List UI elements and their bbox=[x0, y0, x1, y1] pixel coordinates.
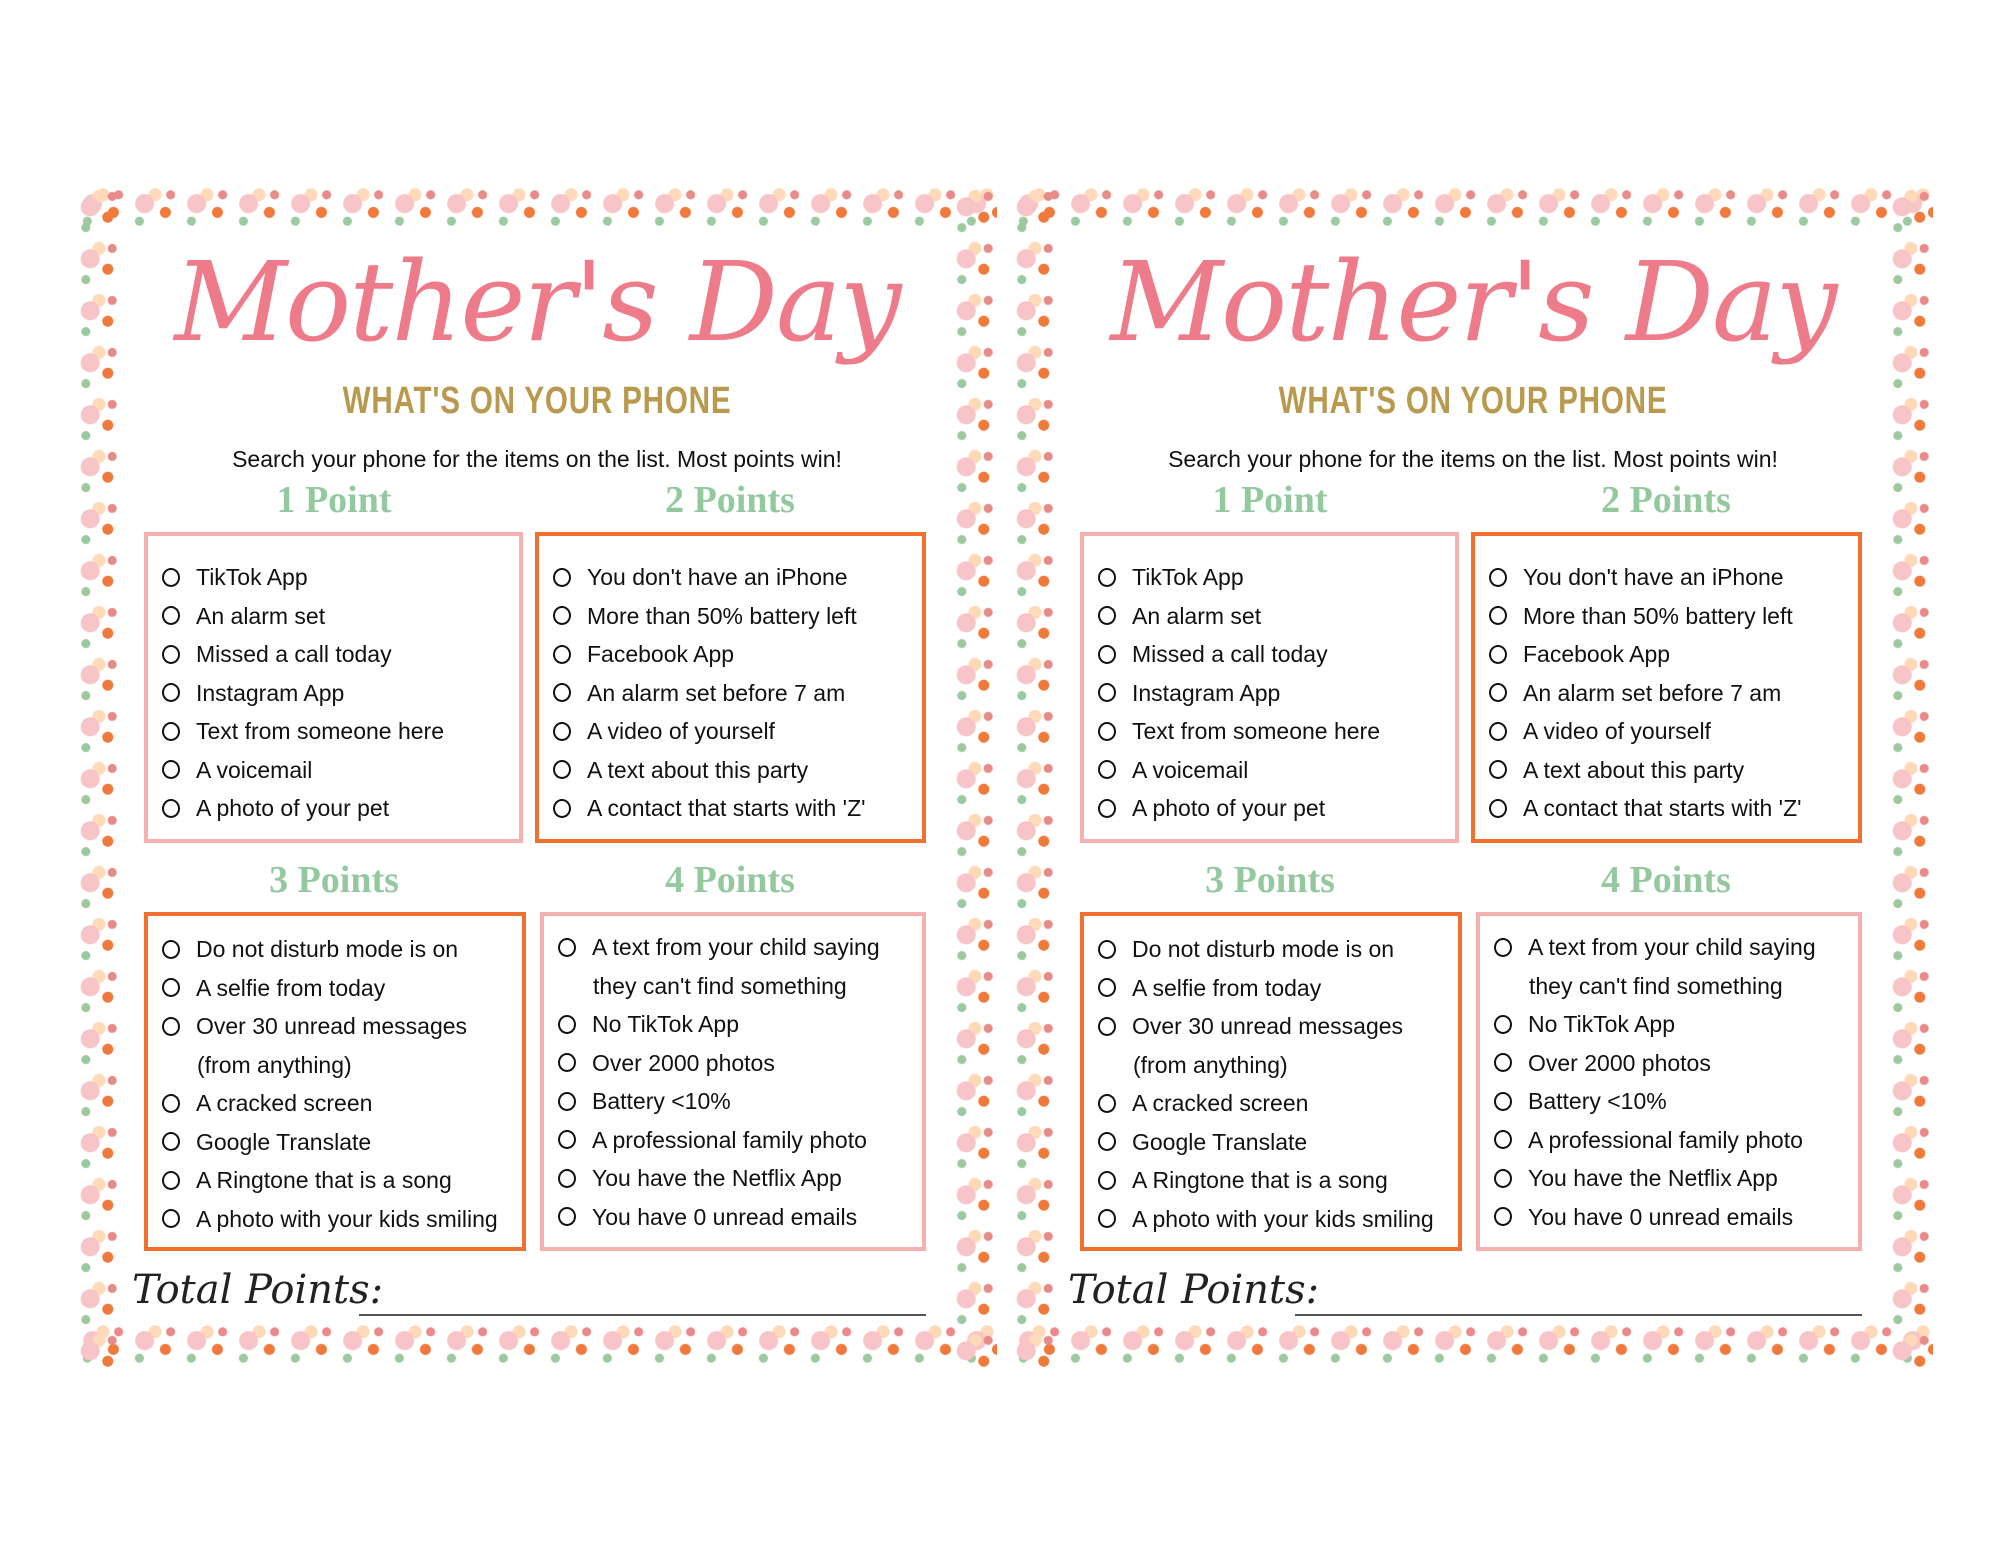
checklist bbox=[1098, 930, 1452, 1238]
floral-border-left bbox=[77, 186, 121, 1367]
checklist-item-label: A text about this party bbox=[1523, 756, 1745, 783]
checklist-item bbox=[1494, 1159, 1852, 1198]
checklist-item bbox=[1494, 1044, 1852, 1083]
checklist-item bbox=[162, 712, 513, 751]
checkbox-circle-icon[interactable] bbox=[1098, 568, 1116, 587]
checklist-item-label: Do not disturb mode is on bbox=[1132, 936, 1395, 962]
checklist-item-label: Over 30 unread messages bbox=[196, 1013, 468, 1039]
checkbox-circle-icon[interactable] bbox=[1098, 799, 1116, 818]
checkbox-circle-icon[interactable] bbox=[1098, 683, 1116, 702]
floral-border-right bbox=[953, 186, 997, 1367]
checklist-item bbox=[1494, 1005, 1852, 1044]
checklist-item bbox=[1098, 1046, 1452, 1085]
checklist-item bbox=[1489, 558, 1852, 597]
checklist-item-label: You have 0 unread emails bbox=[1528, 1203, 1794, 1230]
checkbox-circle-icon[interactable] bbox=[553, 568, 571, 587]
instructions: Search your phone for the items on the list. Most points win! bbox=[1168, 446, 1778, 472]
checklist bbox=[162, 930, 516, 1238]
checklist bbox=[1098, 558, 1449, 828]
checklist-item-label: You don't have an iPhone bbox=[587, 564, 848, 590]
checkbox-circle-icon[interactable] bbox=[162, 683, 180, 702]
checkbox-circle-icon[interactable] bbox=[1494, 938, 1512, 957]
checklist-item bbox=[1489, 751, 1852, 790]
checklist-item bbox=[1489, 712, 1852, 751]
checklist-item bbox=[558, 1044, 916, 1083]
checklist-item bbox=[1098, 1007, 1452, 1046]
section-box-4 bbox=[1476, 912, 1862, 1251]
section-box-4 bbox=[540, 912, 926, 1251]
checklist-item bbox=[558, 967, 916, 1006]
checklist-item bbox=[1098, 635, 1449, 674]
checkbox-circle-icon[interactable] bbox=[1098, 606, 1116, 625]
checkbox-circle-icon[interactable] bbox=[558, 938, 576, 957]
checklist-item bbox=[553, 674, 916, 713]
checklist-item-label: An alarm set before 7 am bbox=[1523, 679, 1782, 706]
checklist-item-label: An alarm set bbox=[1132, 602, 1262, 629]
checklist bbox=[553, 558, 916, 828]
checklist-item bbox=[558, 1005, 916, 1044]
checklist-item bbox=[1098, 712, 1449, 751]
checklist-item bbox=[1489, 789, 1852, 828]
checklist-item-label: Battery <10% bbox=[592, 1088, 731, 1114]
section-heading-3: 3 Points bbox=[269, 859, 399, 901]
checklist-item-label: A voicemail bbox=[1132, 756, 1249, 783]
checkbox-circle-icon[interactable] bbox=[558, 1092, 576, 1111]
checkbox-circle-icon[interactable] bbox=[1098, 1132, 1116, 1151]
checklist-item-label: A photo with your kids smiling bbox=[1132, 1205, 1434, 1232]
checklist-item bbox=[553, 635, 916, 674]
checklist-item-label: Instagram App bbox=[196, 679, 345, 706]
section-heading-1: 1 Point bbox=[1212, 479, 1328, 521]
checklist-item bbox=[1494, 967, 1852, 1006]
checkbox-circle-icon[interactable] bbox=[162, 722, 180, 741]
checklist-item bbox=[1098, 751, 1449, 790]
section-heading-4: 4 Points bbox=[665, 859, 795, 901]
checklist-item-label: they can't find something bbox=[593, 972, 847, 999]
checklist-item-label: A text from your child saying bbox=[592, 934, 880, 960]
checklist-item-label: A text from your child saying bbox=[1528, 934, 1816, 960]
checklist-item-label: Facebook App bbox=[587, 641, 735, 667]
checklist-item-label: A text about this party bbox=[587, 756, 809, 783]
checklist-item-label: Over 30 unread messages bbox=[1132, 1013, 1404, 1039]
checklist-item bbox=[162, 969, 516, 1008]
checkbox-circle-icon[interactable] bbox=[1494, 1015, 1512, 1034]
section-box-1 bbox=[144, 532, 523, 843]
checklist-item-label: A professional family photo bbox=[1528, 1126, 1803, 1153]
checkbox-circle-icon[interactable] bbox=[1494, 1207, 1512, 1226]
checkbox-circle-icon[interactable] bbox=[558, 1015, 576, 1034]
checklist-item-label: More than 50% battery left bbox=[587, 602, 857, 629]
checklist-item-label: A cracked screen bbox=[196, 1090, 373, 1116]
checkbox-circle-icon[interactable] bbox=[553, 683, 571, 702]
checklist-item bbox=[558, 1082, 916, 1121]
checklist-item bbox=[1494, 1082, 1852, 1121]
checklist-item bbox=[553, 751, 916, 790]
checklist-item-label: Missed a call today bbox=[1132, 641, 1328, 667]
checklist-item bbox=[553, 712, 916, 751]
checkbox-circle-icon[interactable] bbox=[558, 1053, 576, 1072]
checklist bbox=[558, 928, 916, 1236]
checkbox-circle-icon[interactable] bbox=[553, 722, 571, 741]
checklist-item-label: No TikTok App bbox=[592, 1011, 740, 1037]
checklist-item bbox=[1098, 930, 1452, 969]
checklist-item bbox=[162, 930, 516, 969]
checklist-item bbox=[162, 597, 513, 636]
section-box-2 bbox=[1471, 532, 1862, 843]
checkbox-circle-icon[interactable] bbox=[1494, 1130, 1512, 1149]
checklist-item-label: A Ringtone that is a song bbox=[196, 1167, 452, 1193]
checklist-item-label: More than 50% battery left bbox=[1523, 602, 1793, 629]
game-sheet-left bbox=[77, 186, 997, 1367]
checkbox-circle-icon[interactable] bbox=[162, 978, 180, 997]
checklist-item-label: A contact that starts with 'Z' bbox=[1523, 795, 1802, 821]
checklist-item bbox=[553, 558, 916, 597]
checkbox-circle-icon[interactable] bbox=[1489, 760, 1507, 779]
checklist-item bbox=[1098, 969, 1452, 1008]
checklist-item-label: A contact that starts with 'Z' bbox=[587, 795, 866, 821]
checkbox-circle-icon[interactable] bbox=[162, 568, 180, 587]
subtitle: WHAT'S ON YOUR PHONE bbox=[1278, 380, 1668, 422]
checklist-item-label: Google Translate bbox=[196, 1128, 372, 1155]
checklist-item bbox=[1489, 597, 1852, 636]
checkbox-circle-icon[interactable] bbox=[1098, 940, 1116, 959]
section-heading-3: 3 Points bbox=[1205, 859, 1335, 901]
checklist-item bbox=[162, 1084, 516, 1123]
checkbox-circle-icon[interactable] bbox=[1098, 760, 1116, 779]
page-title: Mother's Day bbox=[1110, 238, 1836, 366]
checklist-item bbox=[553, 789, 916, 828]
total-points-label: Total Points: bbox=[1068, 1267, 1320, 1313]
checklist-item-label: You have 0 unread emails bbox=[592, 1203, 858, 1230]
checkbox-circle-icon[interactable] bbox=[162, 1094, 180, 1113]
checkbox-circle-icon[interactable] bbox=[1098, 1017, 1116, 1036]
checkbox-circle-icon[interactable] bbox=[1098, 645, 1116, 664]
total-points-line[interactable] bbox=[1295, 1314, 1862, 1316]
checklist-item-label: A video of yourself bbox=[587, 718, 775, 744]
checklist-item-label: A selfie from today bbox=[1132, 974, 1322, 1001]
checkbox-circle-icon[interactable] bbox=[162, 940, 180, 959]
checklist bbox=[162, 558, 513, 828]
checklist-item bbox=[162, 674, 513, 713]
checklist-item bbox=[1098, 597, 1449, 636]
floral-border-top bbox=[77, 186, 997, 230]
checklist-item-label: (from anything) bbox=[197, 1051, 352, 1078]
checklist-item bbox=[162, 1200, 516, 1239]
subtitle: WHAT'S ON YOUR PHONE bbox=[342, 380, 732, 422]
checkbox-circle-icon[interactable] bbox=[558, 1130, 576, 1149]
floral-border-top bbox=[1013, 186, 1933, 230]
checkbox-circle-icon[interactable] bbox=[162, 1171, 180, 1190]
total-points-line[interactable] bbox=[359, 1314, 926, 1316]
checklist-item bbox=[162, 789, 513, 828]
checklist-item-label: Google Translate bbox=[1132, 1128, 1308, 1155]
checklist-item bbox=[1489, 635, 1852, 674]
checklist-item bbox=[162, 558, 513, 597]
checkbox-circle-icon[interactable] bbox=[1098, 978, 1116, 997]
checkbox-circle-icon[interactable] bbox=[162, 1132, 180, 1151]
checklist-item-label: A photo of your pet bbox=[196, 795, 390, 821]
section-box-3 bbox=[1080, 912, 1462, 1251]
checklist-item-label: Do not disturb mode is on bbox=[196, 936, 459, 962]
checkbox-circle-icon[interactable] bbox=[558, 1207, 576, 1226]
instructions: Search your phone for the items on the list. Most points win! bbox=[232, 446, 842, 472]
checklist-item-label: You have the Netflix App bbox=[1528, 1165, 1778, 1191]
checklist-item-label: A selfie from today bbox=[196, 974, 386, 1001]
checklist-item bbox=[162, 751, 513, 790]
section-box-2 bbox=[535, 532, 926, 843]
checkbox-circle-icon[interactable] bbox=[162, 1209, 180, 1228]
checklist-item bbox=[1098, 1200, 1452, 1239]
checklist-item-label: TikTok App bbox=[196, 564, 308, 590]
checklist-item bbox=[162, 635, 513, 674]
checklist-item-label: (from anything) bbox=[1133, 1051, 1288, 1078]
section-heading-4: 4 Points bbox=[1601, 859, 1731, 901]
page-title: Mother's Day bbox=[174, 238, 900, 366]
checklist-item bbox=[162, 1007, 516, 1046]
checklist-item-label: Text from someone here bbox=[196, 718, 445, 744]
floral-border-left bbox=[1013, 186, 1057, 1367]
checkbox-circle-icon[interactable] bbox=[1098, 1094, 1116, 1113]
checklist-item bbox=[1098, 789, 1449, 828]
checklist-item bbox=[1098, 1161, 1452, 1200]
checklist-item-label: A video of yourself bbox=[1523, 718, 1711, 744]
checklist-item bbox=[1098, 558, 1449, 597]
checklist-item bbox=[1494, 1121, 1852, 1160]
checklist bbox=[1489, 558, 1852, 828]
checklist-item bbox=[1494, 928, 1852, 967]
checkbox-circle-icon[interactable] bbox=[1098, 1209, 1116, 1228]
checklist-item-label: Battery <10% bbox=[1528, 1088, 1667, 1114]
checklist-item-label: they can't find something bbox=[1529, 972, 1783, 999]
checklist-item-label: A cracked screen bbox=[1132, 1090, 1309, 1116]
checkbox-circle-icon[interactable] bbox=[1098, 1171, 1116, 1190]
checklist-item bbox=[558, 1198, 916, 1237]
checklist-item-label: You don't have an iPhone bbox=[1523, 564, 1784, 590]
checklist-item-label: Missed a call today bbox=[196, 641, 392, 667]
checklist-item-label: A photo of your pet bbox=[1132, 795, 1326, 821]
checkbox-circle-icon[interactable] bbox=[162, 606, 180, 625]
checklist-item bbox=[558, 1159, 916, 1198]
checkbox-circle-icon[interactable] bbox=[553, 760, 571, 779]
checkbox-circle-icon[interactable] bbox=[1494, 1092, 1512, 1111]
floral-border-right bbox=[1889, 186, 1933, 1367]
checklist-item-label: A professional family photo bbox=[592, 1126, 867, 1153]
section-box-1 bbox=[1080, 532, 1459, 843]
checkbox-circle-icon[interactable] bbox=[162, 760, 180, 779]
total-points-label: Total Points: bbox=[132, 1267, 384, 1313]
checkbox-circle-icon[interactable] bbox=[1489, 722, 1507, 741]
checklist-item-label: You have the Netflix App bbox=[592, 1165, 842, 1191]
section-box-3 bbox=[144, 912, 526, 1251]
checkbox-circle-icon[interactable] bbox=[553, 606, 571, 625]
checklist-item bbox=[558, 1121, 916, 1160]
checklist-item-label: A photo with your kids smiling bbox=[196, 1205, 498, 1232]
checkbox-circle-icon[interactable] bbox=[558, 1169, 576, 1188]
checklist-item-label: An alarm set before 7 am bbox=[587, 679, 846, 706]
checkbox-circle-icon[interactable] bbox=[1489, 645, 1507, 664]
checkbox-circle-icon[interactable] bbox=[553, 799, 571, 818]
section-heading-2: 2 Points bbox=[665, 479, 795, 521]
checklist-item bbox=[162, 1123, 516, 1162]
checklist-item-label: Over 2000 photos bbox=[1528, 1049, 1711, 1076]
section-heading-1: 1 Point bbox=[276, 479, 392, 521]
checklist-item-label: Facebook App bbox=[1523, 641, 1671, 667]
checkbox-circle-icon[interactable] bbox=[162, 1017, 180, 1036]
checklist-item bbox=[558, 928, 916, 967]
floral-border-bottom bbox=[77, 1323, 997, 1367]
checkbox-circle-icon[interactable] bbox=[1489, 683, 1507, 702]
checklist bbox=[1494, 928, 1852, 1236]
checklist-item bbox=[1098, 1123, 1452, 1162]
checklist-item bbox=[1494, 1198, 1852, 1237]
checkbox-circle-icon[interactable] bbox=[553, 645, 571, 664]
checklist-item-label: No TikTok App bbox=[1528, 1011, 1676, 1037]
checkbox-circle-icon[interactable] bbox=[1494, 1169, 1512, 1188]
checklist-item-label: A voicemail bbox=[196, 756, 313, 783]
checkbox-circle-icon[interactable] bbox=[1489, 606, 1507, 625]
checklist-item-label: TikTok App bbox=[1132, 564, 1244, 590]
checkbox-circle-icon[interactable] bbox=[1098, 722, 1116, 741]
checkbox-circle-icon[interactable] bbox=[1489, 799, 1507, 818]
checklist-item bbox=[1489, 674, 1852, 713]
checklist-item bbox=[553, 597, 916, 636]
checkbox-circle-icon[interactable] bbox=[1489, 568, 1507, 587]
checklist-item bbox=[1098, 674, 1449, 713]
checklist-item bbox=[162, 1046, 516, 1085]
game-sheet-right bbox=[1013, 186, 1933, 1367]
checklist-item bbox=[162, 1161, 516, 1200]
checkbox-circle-icon[interactable] bbox=[1494, 1053, 1512, 1072]
checklist-item-label: Instagram App bbox=[1132, 679, 1281, 706]
section-heading-2: 2 Points bbox=[1601, 479, 1731, 521]
checkbox-circle-icon[interactable] bbox=[162, 645, 180, 664]
floral-border-bottom bbox=[1013, 1323, 1933, 1367]
checklist-item-label: Over 2000 photos bbox=[592, 1049, 775, 1076]
checkbox-circle-icon[interactable] bbox=[162, 799, 180, 818]
checklist-item-label: Text from someone here bbox=[1132, 718, 1381, 744]
checklist-item bbox=[1098, 1084, 1452, 1123]
checklist-item-label: A Ringtone that is a song bbox=[1132, 1167, 1388, 1193]
checklist-item-label: An alarm set bbox=[196, 602, 326, 629]
